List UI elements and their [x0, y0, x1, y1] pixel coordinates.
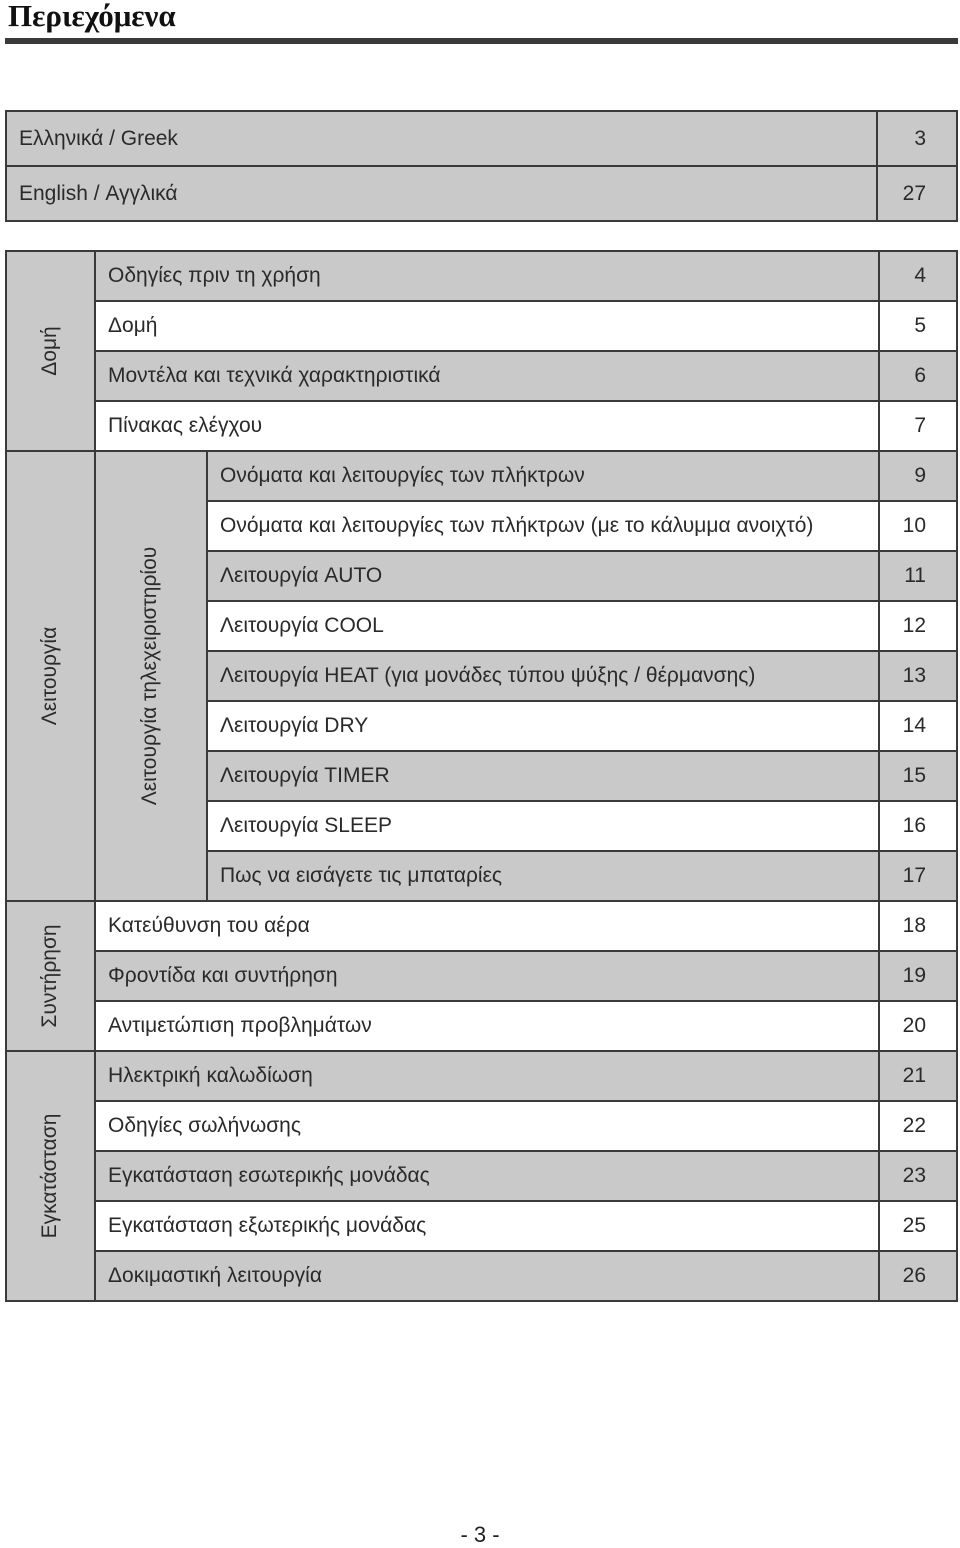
toc-row[interactable]: [94, 1000, 880, 1052]
section-remote-label: Λειτουργία τηλεχειριστηρίου: [138, 546, 161, 806]
toc-page: 18: [878, 900, 958, 952]
toc-page: 11: [878, 550, 958, 602]
toc-label: Ονόματα και λειτουργίες των πλήκτρων: [220, 464, 585, 487]
toc-row[interactable]: [206, 800, 880, 852]
toc-label: Λειτουργία TIMER: [220, 764, 390, 787]
toc-page: 15: [878, 750, 958, 802]
toc-page: 21: [878, 1050, 958, 1102]
toc-row[interactable]: [94, 1050, 880, 1102]
toc-page-greek: 3: [876, 110, 958, 167]
toc-page: 23: [878, 1150, 958, 1202]
toc-label: Εγκατάσταση εξωτερικής μονάδας: [108, 1214, 427, 1237]
toc-label: Μοντέλα και τεχνικά χαρακτηριστικά: [108, 364, 441, 387]
toc-row[interactable]: [94, 950, 880, 1002]
toc-row[interactable]: [206, 600, 880, 652]
toc-label: Λειτουργία COOL: [220, 614, 384, 637]
toc-page: 20: [878, 1000, 958, 1052]
section-structure-label: Δομή: [38, 326, 61, 376]
section-installation-label: Εγκατάσταση: [38, 1113, 61, 1239]
toc-row[interactable]: [94, 400, 880, 452]
toc-label: Ηλεκτρική καλωδίωση: [108, 1064, 313, 1087]
toc-page: 7: [878, 400, 958, 452]
toc-label: Κατεύθυνση του αέρα: [108, 914, 310, 937]
toc-row[interactable]: [94, 1250, 880, 1302]
toc-page: 17: [878, 850, 958, 902]
toc-label: Πίνακας ελέγχου: [108, 414, 263, 437]
toc-row-english[interactable]: [5, 165, 880, 222]
toc-page: 12: [878, 600, 958, 652]
toc-row[interactable]: [206, 700, 880, 752]
toc-row[interactable]: [206, 450, 880, 502]
toc-row-greek[interactable]: [5, 110, 880, 167]
toc-label: Λειτουργία HEAT (για μονάδες τύπου ψύξης / θέρμανσης): [220, 664, 756, 687]
toc-label: Αντιμετώπιση προβλημάτων: [108, 1014, 372, 1037]
toc-page: 19: [878, 950, 958, 1002]
toc-row[interactable]: [94, 1100, 880, 1152]
toc-label: Φροντίδα και συντήρηση: [108, 964, 338, 987]
toc-row[interactable]: [94, 350, 880, 402]
title-divider: [5, 38, 958, 44]
toc-page: 10: [878, 500, 958, 552]
toc-row[interactable]: [206, 500, 880, 552]
toc-label: Οδηγίες πριν τη χρήση: [108, 264, 321, 287]
toc-label: Λειτουργία AUTO: [220, 564, 383, 587]
toc-row[interactable]: [206, 750, 880, 802]
toc-row[interactable]: [206, 850, 880, 902]
toc-page: 26: [878, 1250, 958, 1302]
toc-label: Εγκατάσταση εσωτερικής μονάδας: [108, 1164, 430, 1187]
toc-label: English / Αγγλικά: [19, 181, 178, 205]
toc-label: Οδηγίες σωλήνωσης: [108, 1114, 301, 1137]
toc-page: 9: [878, 450, 958, 502]
toc-row[interactable]: [206, 550, 880, 602]
section-operation-label: Λειτουργία: [38, 626, 61, 726]
toc-page: 13: [878, 650, 958, 702]
toc-page: 14: [878, 700, 958, 752]
toc-label: Ελληνικά / Greek: [19, 126, 178, 150]
toc-page: 25: [878, 1200, 958, 1252]
toc-label: Ονόματα και λειτουργίες των πλήκτρων (με το κάλυμμα ανοιχτό): [220, 514, 814, 537]
toc-row[interactable]: [94, 300, 880, 352]
toc-label: Δομή: [108, 314, 158, 337]
toc-page-english: 27: [876, 165, 958, 222]
toc-row[interactable]: [94, 250, 880, 302]
toc-page: 22: [878, 1100, 958, 1152]
toc-label: Λειτουργία SLEEP: [220, 814, 393, 837]
toc-row[interactable]: [94, 1200, 880, 1252]
section-maintenance-label: Συντήρηση: [38, 924, 61, 1028]
toc-row[interactable]: [94, 1150, 880, 1202]
toc-page: 4: [878, 250, 958, 302]
toc-row[interactable]: [206, 650, 880, 702]
page-number: - 3 -: [460, 1522, 500, 1547]
toc-page: 6: [878, 350, 958, 402]
toc-row[interactable]: [94, 900, 880, 952]
toc-page: 5: [878, 300, 958, 352]
toc-label: Πως να εισάγετε τις μπαταρίες: [220, 864, 503, 887]
toc-label: Δοκιμαστική λειτουργία: [108, 1264, 322, 1287]
toc-page: 16: [878, 800, 958, 852]
page-title: Περιεχόμενα: [8, 0, 176, 33]
toc-label: Λειτουργία DRY: [220, 714, 369, 737]
